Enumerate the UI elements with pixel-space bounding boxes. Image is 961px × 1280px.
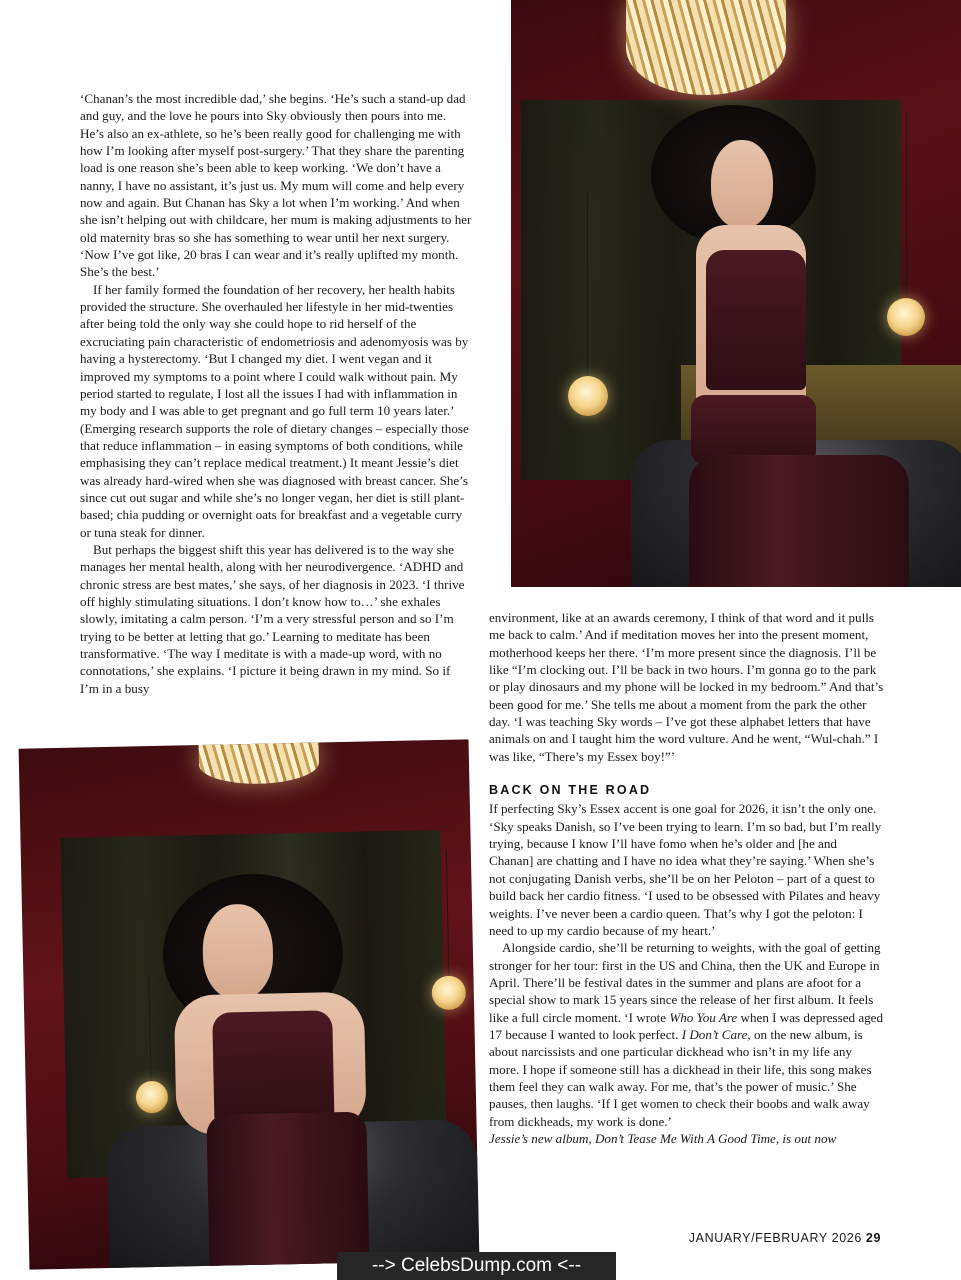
text-run: when I was depressed aged 17 because I wanted to look perfect. bbox=[489, 1009, 884, 1042]
text-run: , on the new album, is about narcissists and one particular dickhead who isn’t in my life any more. I hope if someone still has a dickhead in their life, this song makes them feel they can walk away. For me, that’s the power of music.’ She pauses, then laughs. ‘If I get women to check their boobs and walk away from dickheads, my work is done.’ bbox=[489, 1026, 872, 1129]
issue-date: JANUARY/FEBRUARY 2026 bbox=[688, 1231, 862, 1245]
leggings bbox=[206, 1112, 369, 1270]
page-folio bbox=[689, 1231, 881, 1245]
body-paragraph: If her family formed the foundation of her recovery, her health habits provided the structure. She overhauled her lifestyle in her mid-twenties after being told the only way she could hope to rid herself of the excruciating pain characteristic of endometriosis and adenomyosis was by having a hysterectomy. ‘But I changed my diet. I went vegan and it improved my symptoms to a point where I could walk without pain. My period started to regulate, I lost all the issues I had with inflammation in my body and I was able to get pregnant and go full term 10 years later.’ (Emerging research supports the role of dietary changes – especially those that reduce inflammation – in easing symptoms of both conditions, while emphasising they can’t replace medical treatment.) It meant Jessie’s diet was already hard-wired when she was diagnosed with breast cancer. She’s since cut out sugar and while she’s no longer vegan, her diet is still plant-based; chia pudding or overnight oats for breakfast and a vegetable curry or tuna steak for dinner. bbox=[80, 281, 469, 540]
section-subhead: BACK ON THE ROAD bbox=[489, 783, 652, 798]
left-column bbox=[80, 90, 472, 697]
body-paragraph: environment, like at an awards ceremony, I think of that word and it pulls me back to calm.’ And if meditation moves her into the present moment, motherhood keeps her there. ‘I’m more present since the diagnosis. I’ll be like “I’m clocking out. I’ll be back in two hours. I’m gonna go to the park or play dinosaurs and my phone will be locked in my bedroom.” And that’s been good for me.’ She tells me about a moment from the park the other day. ‘I was teaching Sky words – I’ve got these alphabet letters that have animals on and I taught him the word vulture. And he went, “Wul-chah.” I was like, “There’s my Essex boy!”’ bbox=[489, 610, 884, 764]
song-title: I Don’t Care bbox=[681, 1026, 748, 1042]
body-paragraph: ‘Chanan’s the most incredible dad,’ she begins. ‘He’s such a stand-up dad and guy, and the love he pours into Sky obviously then pours into me. He’s also an ex-athlete, so he’s been really good for challenging me with how I’m looking after myself post-surgery.’ That they share the parenting load is one reason she’s been able to keep working. ‘We don’t have a nanny, I have no assistant, it’s just us. My mum will come and help every now and again. But Chanan has Sky a lot when I’m working.’ And when she isn’t helping out with childcare, her mum is making adjustments to her old maternity bras so she has something to wear until her next surgery. ‘Now I’ve got like, 20 bras I can wear and it’s really uplifted my month. She’s the best.’ bbox=[80, 91, 472, 280]
album-credit: Jessie’s new album, Don’t Tease Me With A Good Time, is out now bbox=[489, 1130, 837, 1146]
body-paragraph bbox=[489, 939, 884, 1130]
legs bbox=[689, 455, 909, 587]
photo-woman-on-bed-top bbox=[511, 0, 961, 587]
song-title: Who You Are bbox=[669, 1009, 738, 1025]
photo-woman-on-bed-bottom bbox=[19, 739, 480, 1269]
text-run: Alongside cardio, she’ll be returning to weights, with the goal of getting stronger for her tour: first in the US and China, then the UK and Europe in April. There’ll be festival dates in the summer and plans are afoot for a special show to mark 15 years since the release of her first album. It feels like a full circle moment. ‘I wrote bbox=[489, 940, 881, 1025]
sports-bra bbox=[212, 1010, 334, 1122]
pendant-lamp bbox=[431, 975, 466, 1010]
face bbox=[202, 903, 274, 999]
page-number: 29 bbox=[865, 1231, 881, 1245]
body-paragraph: If perfecting Sky’s Essex accent is one goal for 2026, it isn’t the only one. ‘Sky speaks Danish, so I’ve been trying to learn. I’m so bad, but I’m really trying, because I know I’ll have fomo when he’s older and [he and Chanan] are chatting and I have no idea what they’re saying.’ When she’s not conjugating Danish verbs, she’ll be on her Peloton – part of a quest to build back her cardio fitness. ‘I used to be obsessed with Pilates and heavy weights. I’ve never been a cardio queen. That’s why I got the peloton: I need to up my cardio because of my heart.’ bbox=[489, 801, 882, 938]
sports-bra bbox=[706, 250, 806, 390]
pendant-lamp bbox=[568, 376, 608, 416]
chandelier bbox=[199, 742, 320, 785]
lamp-cord bbox=[446, 850, 450, 980]
lamp-cord bbox=[906, 110, 907, 300]
watermark-banner: --> CelebsDump.com <-- bbox=[337, 1252, 616, 1280]
right-column bbox=[489, 609, 884, 1147]
body-paragraph: But perhaps the biggest shift this year has delivered is to the way she manages her mental health, along with her neurodivergence. ‘ADHD and chronic stress are best mates,’ she says, of her diagnosis in 2023. ‘I thrive off highly stimulating situations. I don’t know how to…’ she exhales slowly, imitating a calm person. ‘I’m a very stressful person and so I’m trying to be better at letting that go.’ Learning to meditate has been transformative. ‘The way I meditate is with a made-up word, with no connotations,’ she explains. ‘I picture it being drawn in my mind. So if I’m in a busy bbox=[80, 541, 465, 696]
chandelier bbox=[626, 0, 786, 95]
face bbox=[711, 140, 773, 228]
lamp-cord bbox=[587, 190, 588, 380]
pendant-lamp bbox=[887, 298, 925, 336]
